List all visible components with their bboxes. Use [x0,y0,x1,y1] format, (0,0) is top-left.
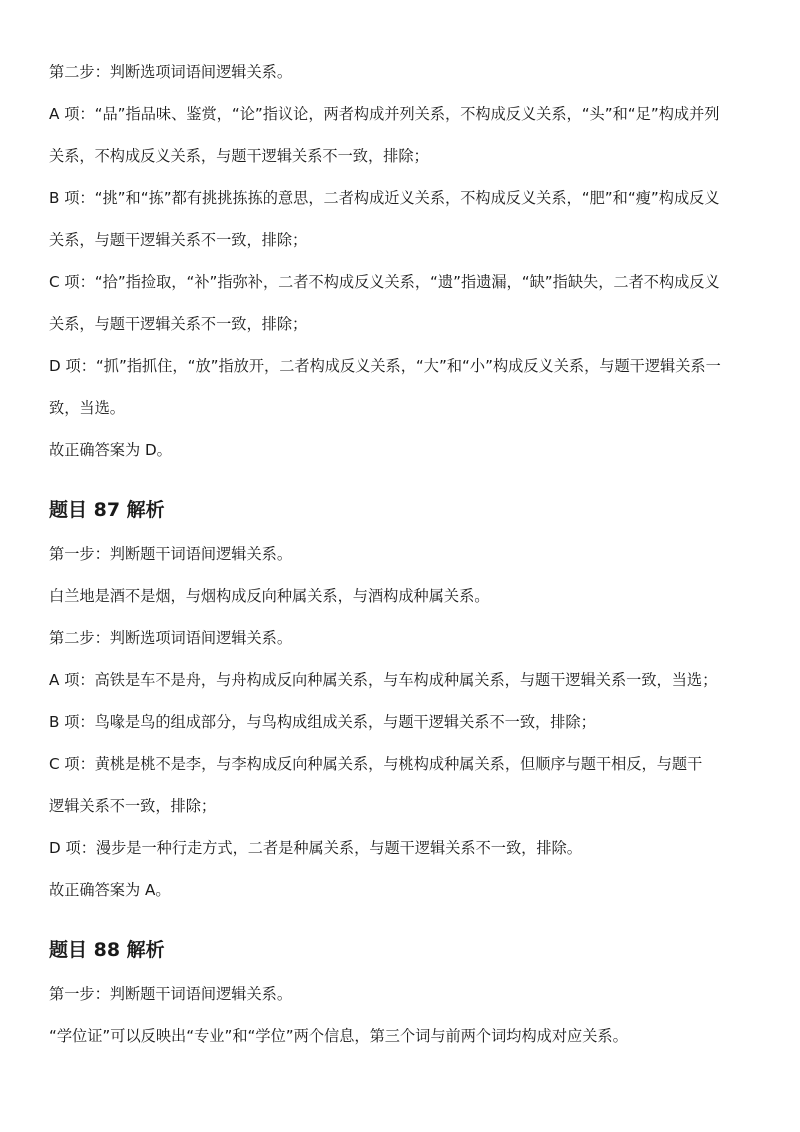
paragraph-line: A 项：“品”指品味、鉴赏，“论”指议论，两者构成并列关系，不构成反义关系，“头”和“足”构成并列 [49,105,720,123]
section-heading: 题目 88 解析 [49,939,165,961]
paragraph-line: 致，当选。 [49,399,125,417]
paragraph-line: 关系，与题干逻辑关系不一致，排除； [49,231,308,249]
paragraph-line: D 项：漫步是一种行走方式，二者是种属关系，与题干逻辑关系不一致，排除。 [49,839,582,857]
section-heading: 题目 87 解析 [49,499,165,521]
paragraph-line: 第一步：判断题干词语间逻辑关系。 [49,545,292,563]
paragraph-line: 逻辑关系不一致，排除； [49,797,217,815]
paragraph-line: B 项：鸟喙是鸟的组成部分，与鸟构成组成关系，与题干逻辑关系不一致，排除； [49,713,596,731]
answer-line: 故正确答案为 A。 [49,881,171,899]
paragraph-line: 第二步：判断选项词语间逻辑关系。 [49,63,292,81]
paragraph-line: 关系，不构成反义关系，与题干逻辑关系不一致，排除； [49,147,429,165]
paragraph-line: 白兰地是酒不是烟，与烟构成反向种属关系，与酒构成种属关系。 [49,587,490,605]
answer-line: 故正确答案为 D。 [49,441,172,459]
paragraph-line: A 项：高铁是车不是舟，与舟构成反向种属关系，与车构成种属关系，与题干逻辑关系一致，当选； [49,671,718,689]
paragraph-line: 第一步：判断题干词语间逻辑关系。 [49,985,292,1003]
paragraph-line: C 项：“拾”指捡取，“补”指弥补，二者不构成反义关系，“遗”指遗漏，“缺”指缺失，二者不构成反义 [49,273,720,291]
paragraph-line: 第二步：判断选项词语间逻辑关系。 [49,629,292,647]
paragraph-line: C 项：黄桃是桃不是李，与李构成反向种属关系，与桃构成种属关系，但顺序与题干相反，与题干 [49,755,703,773]
paragraph-line: B 项：“挑”和“拣”都有挑挑拣拣的意思，二者构成近义关系，不构成反义关系，“肥”和“瘦”构成反义 [49,189,720,207]
paragraph-line: “学位证”可以反映出“专业”和“学位”两个信息，第三个词与前两个词均构成对应关系。 [49,1027,628,1045]
paragraph-line: D 项：“抓”指抓住，“放”指放开，二者构成反义关系，“大”和“小”构成反义关系，与题干逻辑关系一 [49,357,721,375]
paragraph-line: 关系，与题干逻辑关系不一致，排除； [49,315,308,333]
